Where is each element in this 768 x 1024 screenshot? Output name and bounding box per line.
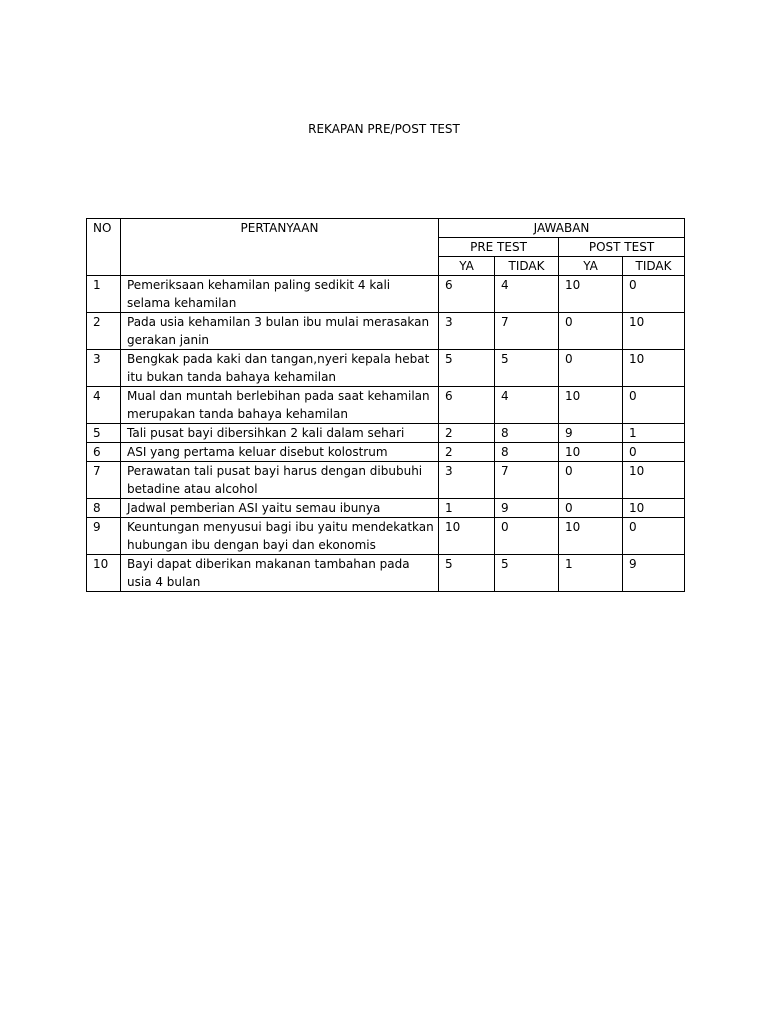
table-row: [87, 555, 685, 592]
row-pre-ya: 6: [439, 276, 495, 313]
row-number: 3: [87, 350, 121, 387]
row-pre-tidak: 5: [495, 555, 559, 592]
row-post-tidak: 0: [623, 443, 685, 462]
header-answer: JAWABAN: [439, 219, 685, 238]
row-post-ya: 10: [559, 276, 623, 313]
row-number: 4: [87, 387, 121, 424]
row-pre-tidak: 7: [495, 313, 559, 350]
header-post-ya: YA: [559, 257, 623, 276]
row-question: Pada usia kehamilan 3 bulan ibu mulai merasakan gerakan janin: [121, 313, 439, 350]
header-pre-tidak: TIDAK: [495, 257, 559, 276]
row-question: ASI yang pertama keluar disebut kolostrum: [121, 443, 439, 462]
row-number: 7: [87, 462, 121, 499]
row-question: Bayi dapat diberikan makanan tambahan pada usia 4 bulan: [121, 555, 439, 592]
recap-table: [86, 218, 685, 592]
row-post-tidak: 0: [623, 387, 685, 424]
row-pre-tidak: 0: [495, 518, 559, 555]
row-number: 6: [87, 443, 121, 462]
row-pre-ya: 6: [439, 387, 495, 424]
row-post-ya: 0: [559, 313, 623, 350]
row-post-ya: 1: [559, 555, 623, 592]
row-post-tidak: 0: [623, 276, 685, 313]
row-question: Bengkak pada kaki dan tangan,nyeri kepala hebat itu bukan tanda bahaya kehamilan: [121, 350, 439, 387]
row-number: 5: [87, 424, 121, 443]
row-question: Tali pusat bayi dibersihkan 2 kali dalam sehari: [121, 424, 439, 443]
header-post-test: POST TEST: [559, 238, 685, 257]
header-post-tidak: TIDAK: [623, 257, 685, 276]
row-pre-tidak: 8: [495, 424, 559, 443]
row-pre-tidak: 8: [495, 443, 559, 462]
row-pre-tidak: 4: [495, 387, 559, 424]
table-row: [87, 387, 685, 424]
row-number: 8: [87, 499, 121, 518]
row-pre-tidak: 7: [495, 462, 559, 499]
table-row: [87, 462, 685, 499]
row-pre-ya: 3: [439, 462, 495, 499]
row-post-tidak: 1: [623, 424, 685, 443]
table-row: [87, 313, 685, 350]
row-post-tidak: 10: [623, 350, 685, 387]
row-post-ya: 0: [559, 499, 623, 518]
header-pre-test: PRE TEST: [439, 238, 559, 257]
row-pre-ya: 10: [439, 518, 495, 555]
table-row: [87, 499, 685, 518]
header-row-1: [87, 219, 685, 238]
row-post-tidak: 10: [623, 313, 685, 350]
table-row: [87, 518, 685, 555]
row-pre-tidak: 9: [495, 499, 559, 518]
row-post-ya: 9: [559, 424, 623, 443]
row-post-ya: 10: [559, 518, 623, 555]
row-post-ya: 0: [559, 462, 623, 499]
table-row: [87, 276, 685, 313]
header-pre-ya: YA: [439, 257, 495, 276]
row-question: Pemeriksaan kehamilan paling sedikit 4 kali selama kehamilan: [121, 276, 439, 313]
table-body: [87, 219, 685, 592]
row-pre-tidak: 4: [495, 276, 559, 313]
row-question: Keuntungan menyusui bagi ibu yaitu mendekatkan hubungan ibu dengan bayi dan ekonomis: [121, 518, 439, 555]
row-number: 10: [87, 555, 121, 592]
row-post-tidak: 9: [623, 555, 685, 592]
row-question: Jadwal pemberian ASI yaitu semau ibunya: [121, 499, 439, 518]
row-number: 9: [87, 518, 121, 555]
row-number: 1: [87, 276, 121, 313]
header-no: NO: [87, 219, 121, 276]
row-post-ya: 10: [559, 387, 623, 424]
row-question: Mual dan muntah berlebihan pada saat kehamilan merupakan tanda bahaya kehamilan: [121, 387, 439, 424]
row-post-tidak: 10: [623, 499, 685, 518]
row-pre-ya: 5: [439, 555, 495, 592]
row-pre-ya: 2: [439, 424, 495, 443]
row-question: Perawatan tali pusat bayi harus dengan dibubuhi betadine atau alcohol: [121, 462, 439, 499]
row-pre-ya: 2: [439, 443, 495, 462]
row-post-tidak: 10: [623, 462, 685, 499]
row-post-tidak: 0: [623, 518, 685, 555]
row-pre-ya: 5: [439, 350, 495, 387]
row-post-ya: 10: [559, 443, 623, 462]
header-question: PERTANYAAN: [121, 219, 439, 276]
table-row: [87, 443, 685, 462]
row-pre-ya: 3: [439, 313, 495, 350]
table-row: [87, 424, 685, 443]
row-number: 2: [87, 313, 121, 350]
table-row: [87, 350, 685, 387]
document-title: REKAPAN PRE/POST TEST: [308, 122, 460, 136]
row-post-ya: 0: [559, 350, 623, 387]
row-pre-tidak: 5: [495, 350, 559, 387]
row-pre-ya: 1: [439, 499, 495, 518]
